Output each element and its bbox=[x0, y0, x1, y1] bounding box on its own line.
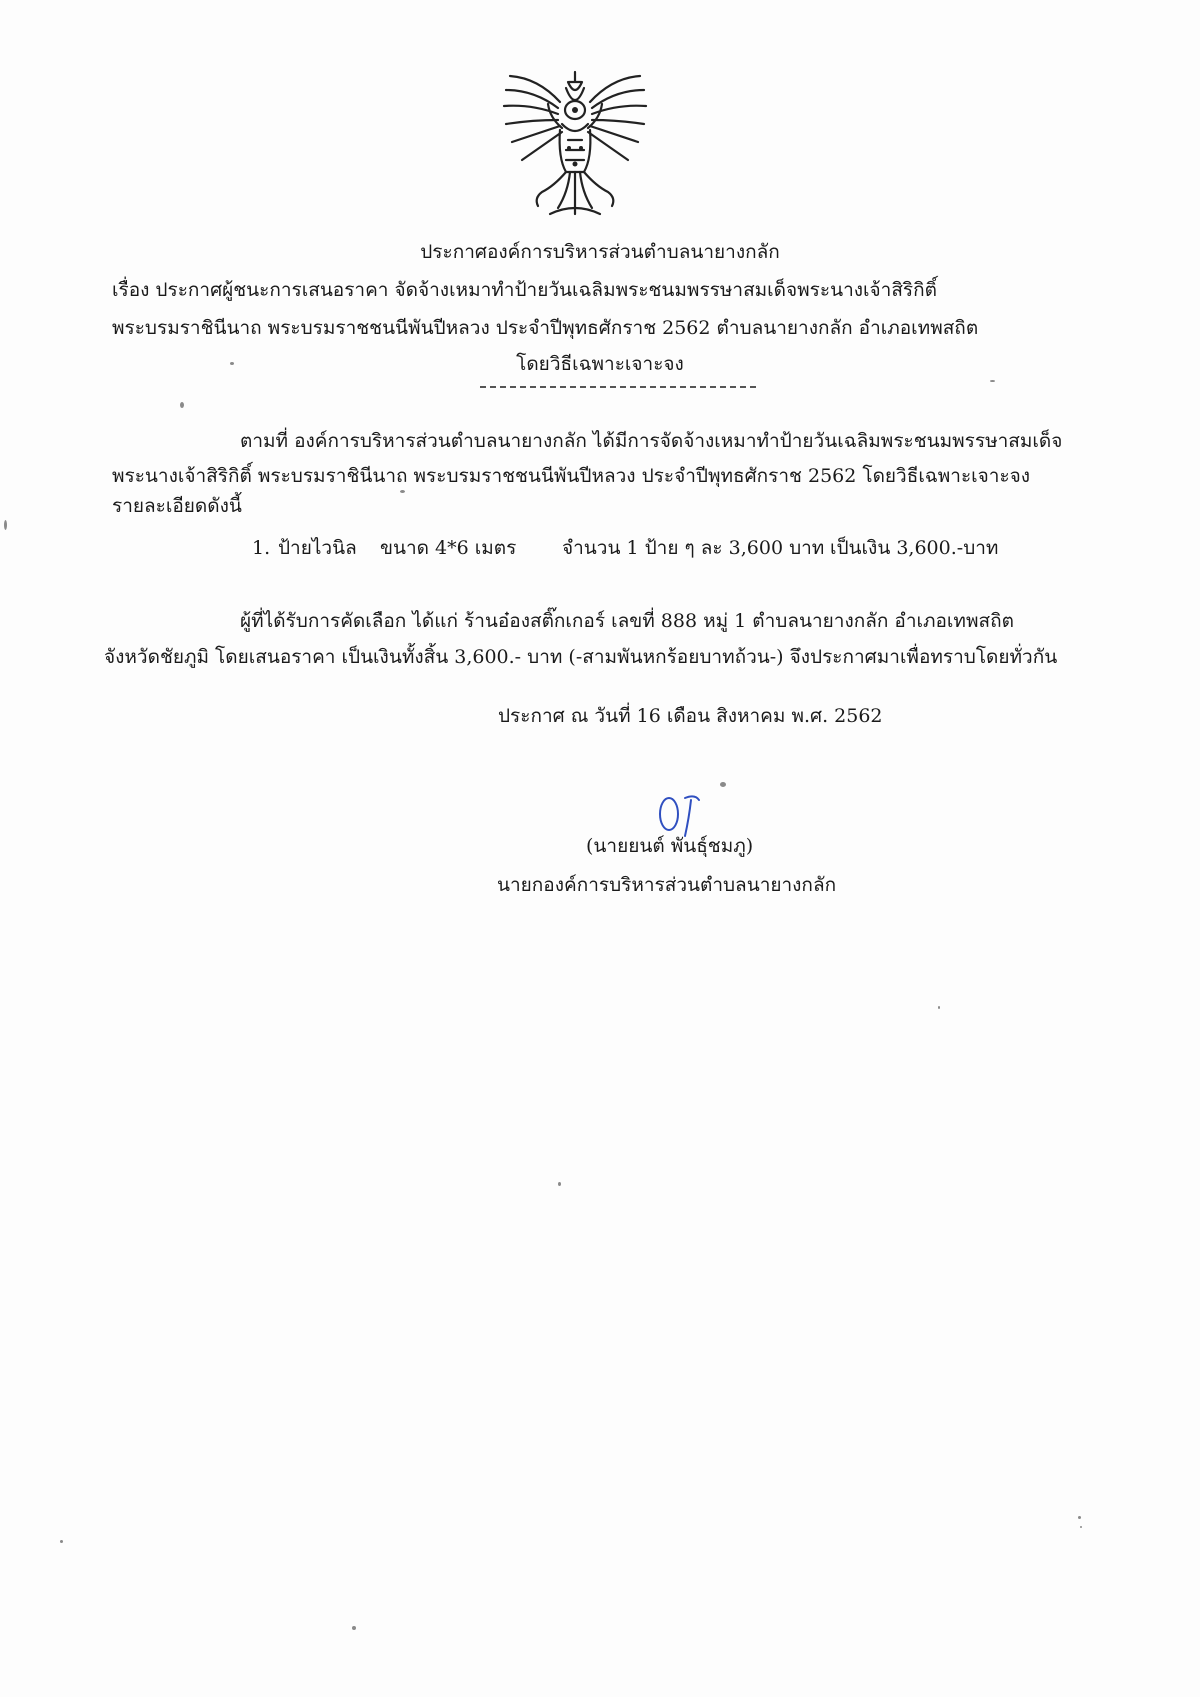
announcement-title: ประกาศองค์การบริหารส่วนตำบลนายางกลัก bbox=[420, 241, 780, 263]
scan-speck bbox=[558, 1182, 561, 1186]
scan-speck bbox=[352, 1626, 356, 1630]
signatory-position: นายกองค์การบริหารส่วนตำบลนายางกลัก bbox=[497, 874, 837, 896]
signatory-name: (นายยนต์ พันธุ์ชมภู) bbox=[586, 835, 754, 857]
paragraph-1-line-3: รายละเอียดดังนี้ bbox=[112, 495, 242, 517]
scan-speck bbox=[4, 520, 7, 530]
scan-speck bbox=[230, 362, 234, 365]
garuda-emblem-icon bbox=[498, 68, 652, 220]
scan-speck bbox=[990, 380, 995, 382]
item-total: เป็นเงิน 3,600.-บาท bbox=[830, 537, 999, 559]
item-name: ป้ายไวนิล bbox=[278, 537, 357, 559]
announcement-date: ประกาศ ณ วันที่ 16 เดือน สิงหาคม พ.ศ. 2562 bbox=[498, 705, 883, 727]
scan-speck bbox=[1078, 1516, 1081, 1519]
paragraph-1-line-1: ตามที่ องค์การบริหารส่วนตำบลนายางกลัก ได้มีการจัดจ้างเหมาทำป้ายวันเฉลิมพระชนมพรรษาสมเด็จ bbox=[240, 430, 1063, 452]
scan-speck bbox=[180, 402, 184, 408]
item-size: ขนาด 4*6 เมตร bbox=[380, 537, 517, 559]
scan-speck bbox=[938, 1006, 940, 1009]
paragraph-2-line-1: ผู้ที่ได้รับการคัดเลือก ได้แก่ ร้านอ๋องสติ๊กเกอร์ เลขที่ 888 หมู่ 1 ตำบลนายางกลัก อำเภอเทพสถิต bbox=[240, 610, 1014, 632]
divider-line bbox=[480, 386, 756, 388]
scan-speck bbox=[1080, 1526, 1082, 1528]
paragraph-2-line-2: จังหวัดชัยภูมิ โดยเสนอราคา เป็นเงินทั้งสิ้น 3,600.- บาท (-สามพันหกร้อยบาทถ้วน-) จึงประกาศมาเพื่อทราบโดยทั่วกัน bbox=[104, 646, 1058, 668]
scan-speck bbox=[400, 490, 405, 493]
paragraph-1-line-2: พระนางเจ้าสิริกิติ์ พระบรมราชินีนาถ พระบรมราชชนนีพันปีหลวง ประจำปีพุทธศักราช 2562 โดยวิธีเฉพาะเจาะจง bbox=[112, 465, 1031, 487]
subject-line-1: เรื่อง ประกาศผู้ชนะการเสนอราคา จัดจ้างเหมาทำป้ายวันเฉลิมพระชนมพรรษาสมเด็จพระนางเจ้าสิริกิติ์ bbox=[112, 279, 937, 301]
handwritten-signature-icon bbox=[655, 790, 715, 840]
subject-line-3: โดยวิธีเฉพาะเจาะจง bbox=[516, 353, 684, 375]
subject-line-2: พระบรมราชินีนาถ พระบรมราชชนนีพันปีหลวง ประจำปีพุทธศักราช 2562 ตำบลนายางกลัก อำเภอเทพสถิต bbox=[112, 317, 979, 339]
scan-speck bbox=[720, 782, 726, 787]
scan-speck bbox=[60, 1540, 63, 1543]
item-number: 1. bbox=[252, 537, 271, 559]
item-quantity: จำนวน 1 ป้าย ๆ ละ 3,600 บาท bbox=[562, 537, 825, 559]
